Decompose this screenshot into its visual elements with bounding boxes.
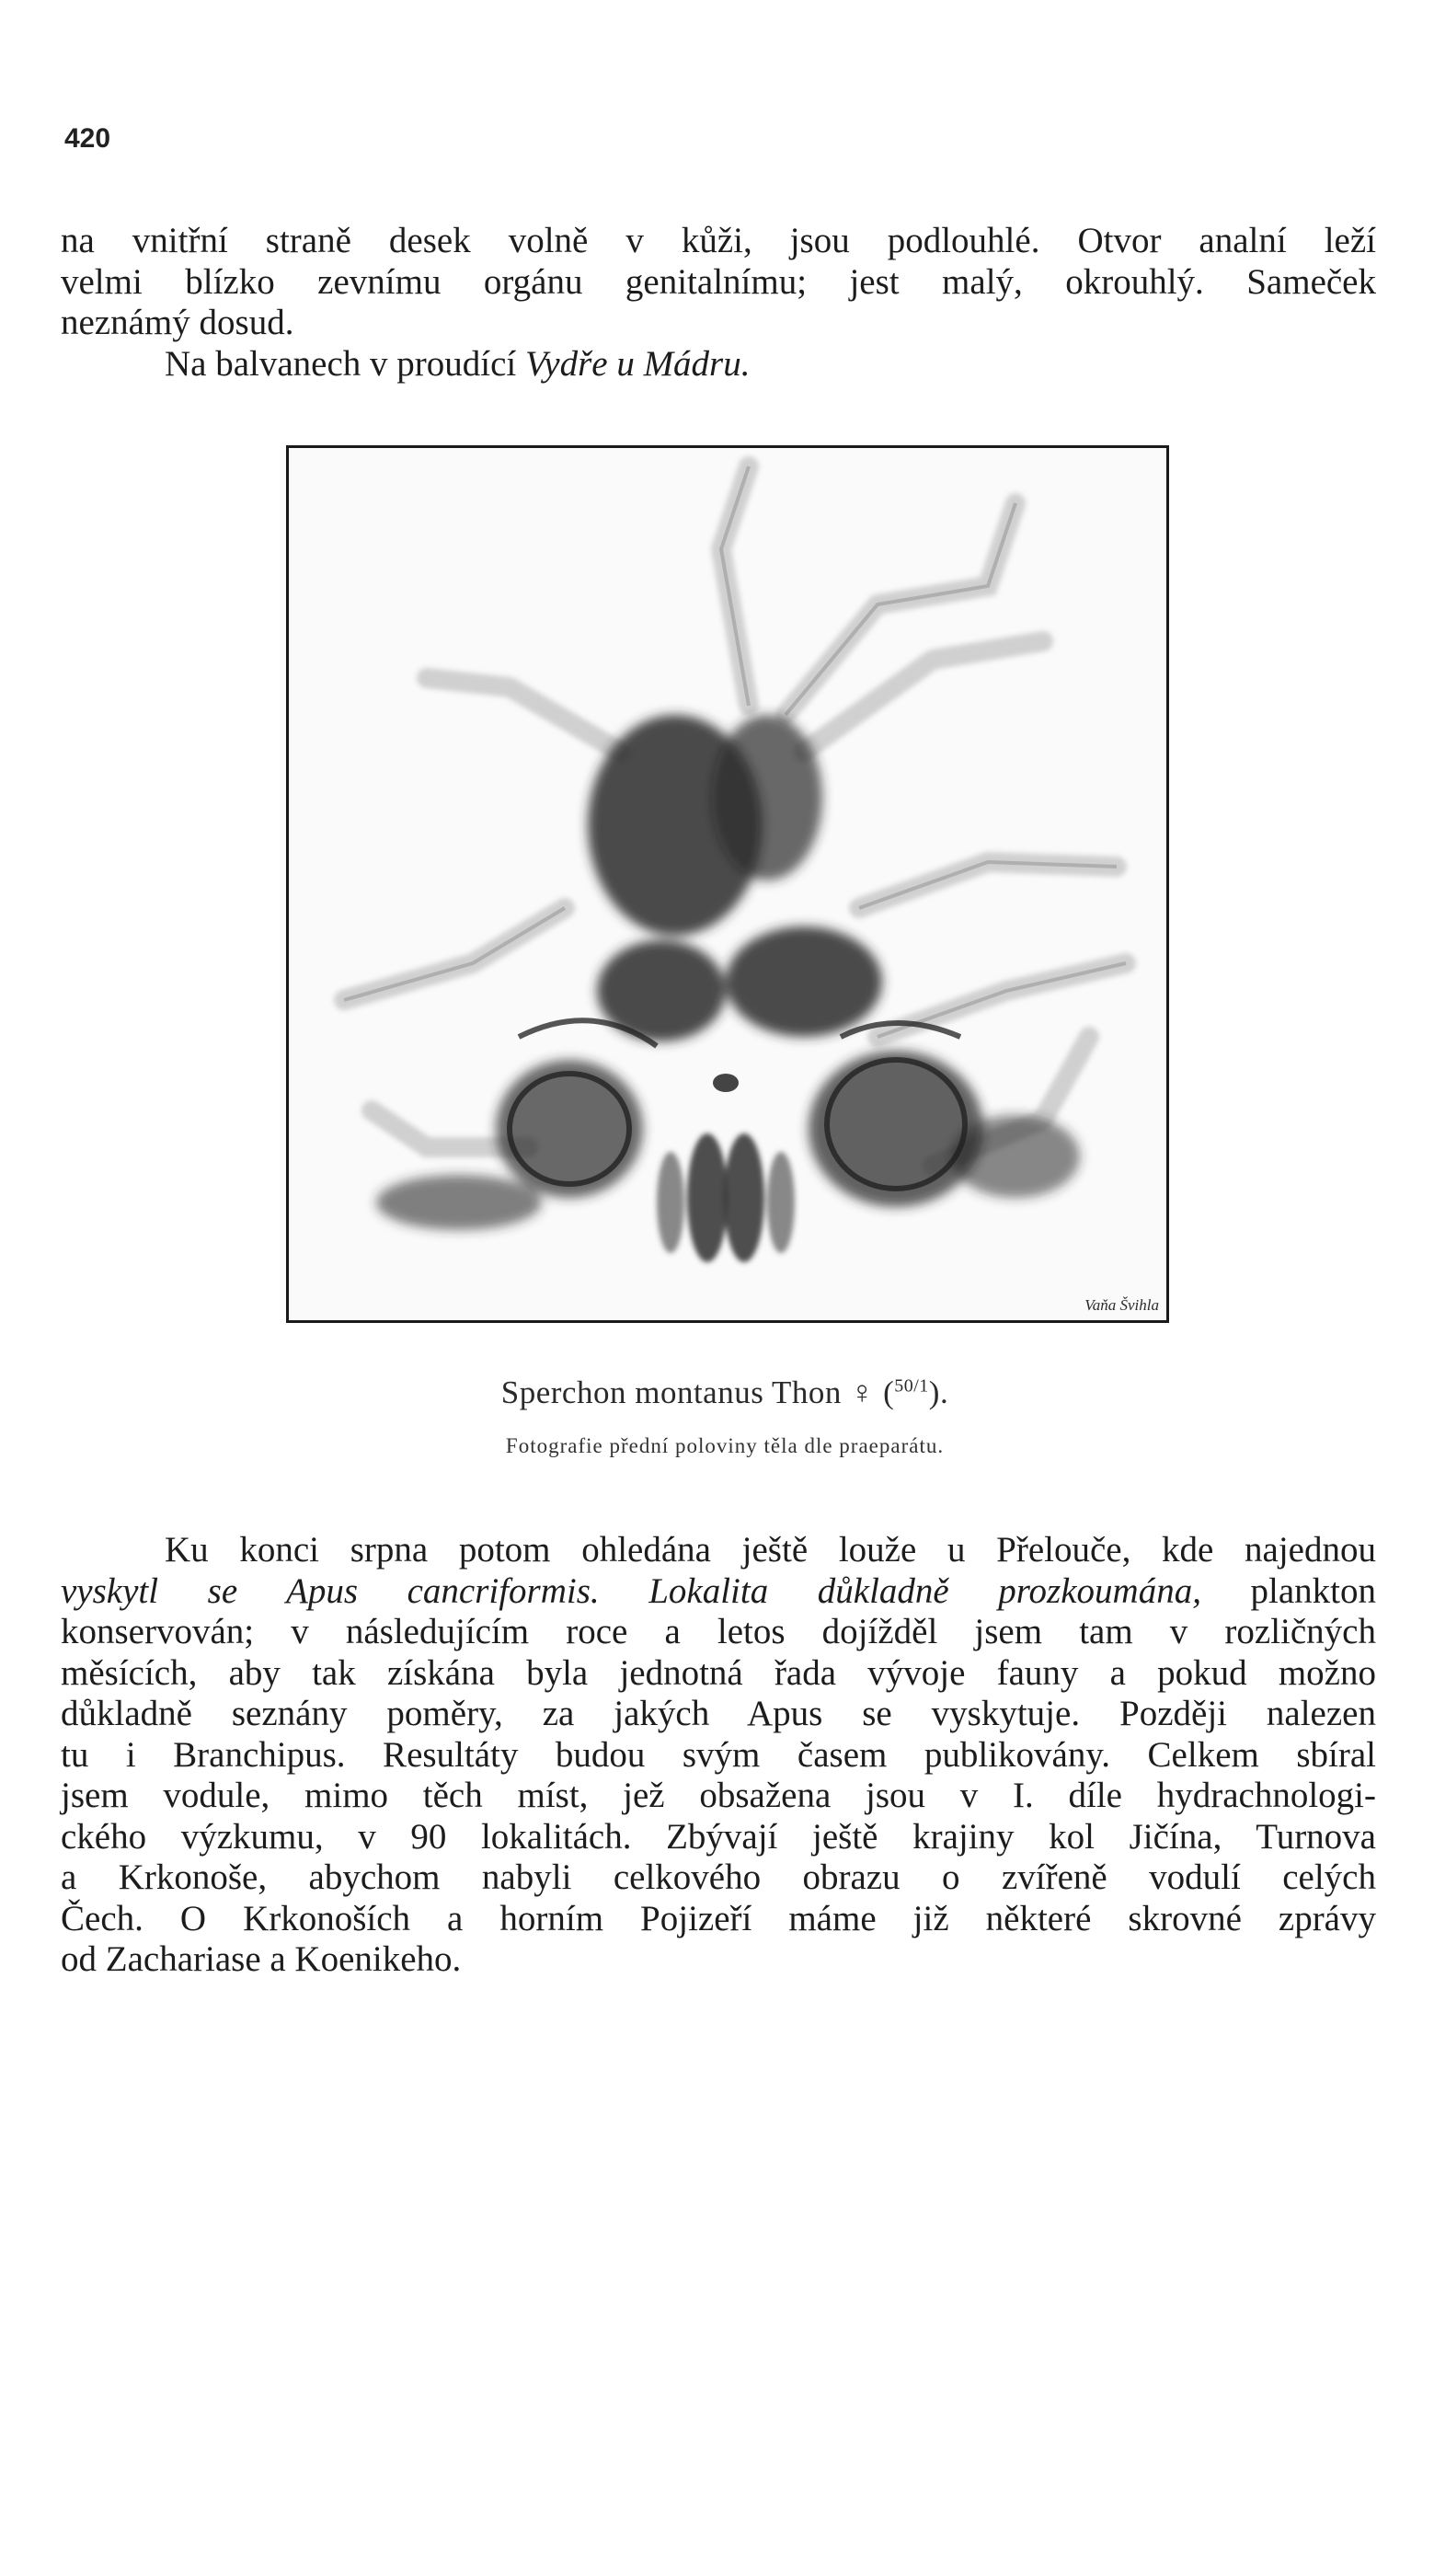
text-line: na vnitřní straně desek volně v kůži, jsou podlouhlé. Otvor analní leží [61,221,1376,260]
locality-italic: Vydře u Mádru. [525,343,751,384]
figure-caption [286,1374,1164,1411]
text-line [61,1571,1376,1613]
specimen-photograph [286,445,1169,1323]
locality-prefix: Na balvanech v proudící [165,343,526,384]
text-line: důkladně seznány poměry, za jakých Apus se vyskytuje. Později nalezen [61,1694,1376,1733]
text-line: Čech. O Krkonoších a horním Pojizeří máme již některé skrovné zprávy [61,1898,1376,1938]
text-line: ckého výzkumu, v 90 lokalitách. Zbývají ještě krajiny kol Jičína, Turnova [61,1816,1376,1857]
mite-photo-illustration [289,448,1166,1320]
paragraph-top [61,221,1376,385]
text-line: od Zachariase a Koenikeho. [61,1939,462,1979]
locality-line [61,344,1376,385]
caption-close: ). [928,1374,949,1410]
caption-magnification: 50/1 [894,1375,929,1397]
text-line: a Krkonoše, abychom nabyli celkového obrazu o zvířeně vodulí celých [61,1857,1376,1897]
figure-subcaption: Fotografie přední poloviny těla dle praeparátu. [505,1434,945,1457]
text-line: konservován; v následujícím roce a letos dojížděl jsem tam v rozličných [61,1612,1376,1651]
caption-species: Sperchon montanus Thon ♀ ( [500,1374,895,1410]
photo-signature: Vaňa Švihla [1084,1296,1159,1314]
paragraph-bottom [61,1530,1376,1981]
text-line: jsem vodule, mimo těch míst, jež obsažena jsou v I. díle hydrachnologi- [61,1776,1376,1815]
text-line: velmi blízko zevnímu orgánu genitalnímu; jest malý, okrouhlý. Sameček [61,261,1376,302]
text-line: Ku konci srpna potom ohledána ještě louže u Přelouče, kde najednou [165,1530,1376,1570]
page-number: 420 [64,123,111,154]
text-line: měsících, aby tak získána byla jednotná řada vývoje fauny a pokud možno [61,1652,1376,1693]
italic-segment: vyskytl se Apus cancriformis. Lokalita důkladně prozkoumána, [61,1570,1201,1611]
text-line: neznámý dosud. [61,303,294,342]
text-segment: plankton [1200,1570,1377,1611]
text-line: tu i Branchipus. Resultáty budou svým časem publikovány. Celkem sbíral [61,1734,1376,1775]
